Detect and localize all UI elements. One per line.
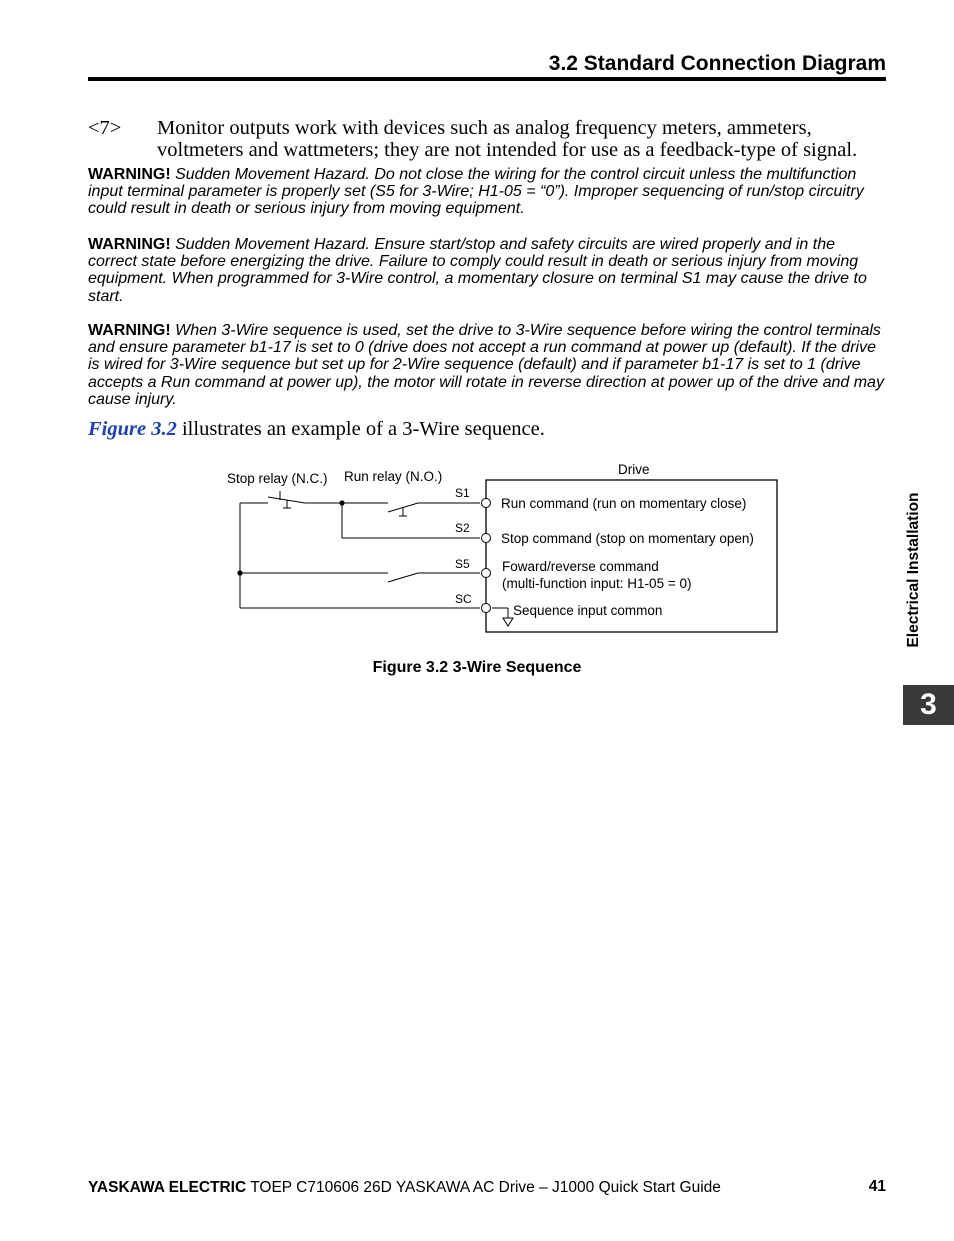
fwd-rev-param-label: (multi-function input: H1-05 = 0) — [502, 576, 692, 591]
figure-ref-text: illustrates an example of a 3-Wire sequence. — [176, 418, 545, 440]
warning-label: WARNING! — [88, 236, 171, 253]
terminal-s5 — [482, 569, 491, 578]
stop-command-label: Stop command (stop on momentary open) — [501, 531, 754, 546]
page-number: 41 — [868, 1178, 886, 1195]
junction-dot — [237, 570, 242, 575]
section-title: 3.2 Standard Connection Diagram — [548, 52, 886, 75]
terminal-sc — [482, 604, 491, 613]
note-number: <7> — [88, 117, 122, 139]
warning-text: When 3-Wire sequence is used, set the drive to 3-Wire sequence before wiring the control terminals and ensure parameter b1-17 is set to 0 (drive does not accept a run command at power up (default). If the drive is wired for 3-Wire sequence but set up for 2-Wire sequence (default) and if parameter b1-17 is set to 1 (drive accepts a Run command at power up), the motor will rotate in reverse direction at power up of the drive and may cause injury. — [88, 322, 884, 408]
fwd-rev-switch — [388, 573, 418, 582]
figure-link[interactable]: Figure 3.2 — [88, 418, 177, 440]
warning-text: Sudden Movement Hazard. Ensure start/stop and safety circuits are wired properly and in the correct state before energizing the drive. Failure to comply could result in death or serious injury from moving equipment. When programmed for 3-Wire control, a momentary closure on terminal S1 may cause the drive to start. — [88, 236, 867, 305]
run-command-label: Run command (run on momentary close) — [501, 496, 747, 511]
footer — [88, 1179, 721, 1197]
terminal-s2 — [482, 534, 491, 543]
figure-caption: Figure 3.2 3-Wire Sequence — [372, 659, 582, 676]
chapter-tab: 3 — [903, 685, 954, 725]
drive-label: Drive — [618, 462, 650, 477]
junction-dot — [339, 500, 344, 505]
run-relay-label: Run relay (N.O.) — [344, 469, 443, 484]
footer-doc: TOEP C710606 26D YASKAWA AC Drive – J1000 Quick Start Guide — [246, 1179, 721, 1196]
terminal-label-s5: S5 — [455, 557, 470, 571]
terminal-label-s2: S2 — [455, 521, 470, 535]
footer-brand: YASKAWA ELECTRIC — [88, 1179, 247, 1196]
warning-label: WARNING! — [88, 166, 171, 183]
terminal-s1 — [482, 499, 491, 508]
warning-text: Sudden Movement Hazard. Do not close the wiring for the control circuit unless the multifunction input terminal parameter is properly set (S5 for 3-Wire; H1-05 = “0”). Improper sequencing of run/stop circuitry could result in death or serious injury from moving equipment. — [88, 166, 864, 218]
note-text: Monitor outputs work with devices such as analog frequency meters, ammeters, voltmeters and wattmeters; they are not intended for use as a feedback-type of signal. — [157, 117, 858, 161]
stop-relay-label: Stop relay (N.C.) — [227, 471, 328, 486]
fwd-rev-label: Foward/reverse command — [502, 559, 659, 574]
terminal-label-s1: S1 — [455, 486, 470, 500]
warning-label: WARNING! — [88, 322, 171, 339]
terminal-label-sc: SC — [455, 592, 472, 606]
side-tab-label: Electrical Installation — [905, 492, 922, 648]
seq-common-label: Sequence input common — [513, 603, 663, 618]
